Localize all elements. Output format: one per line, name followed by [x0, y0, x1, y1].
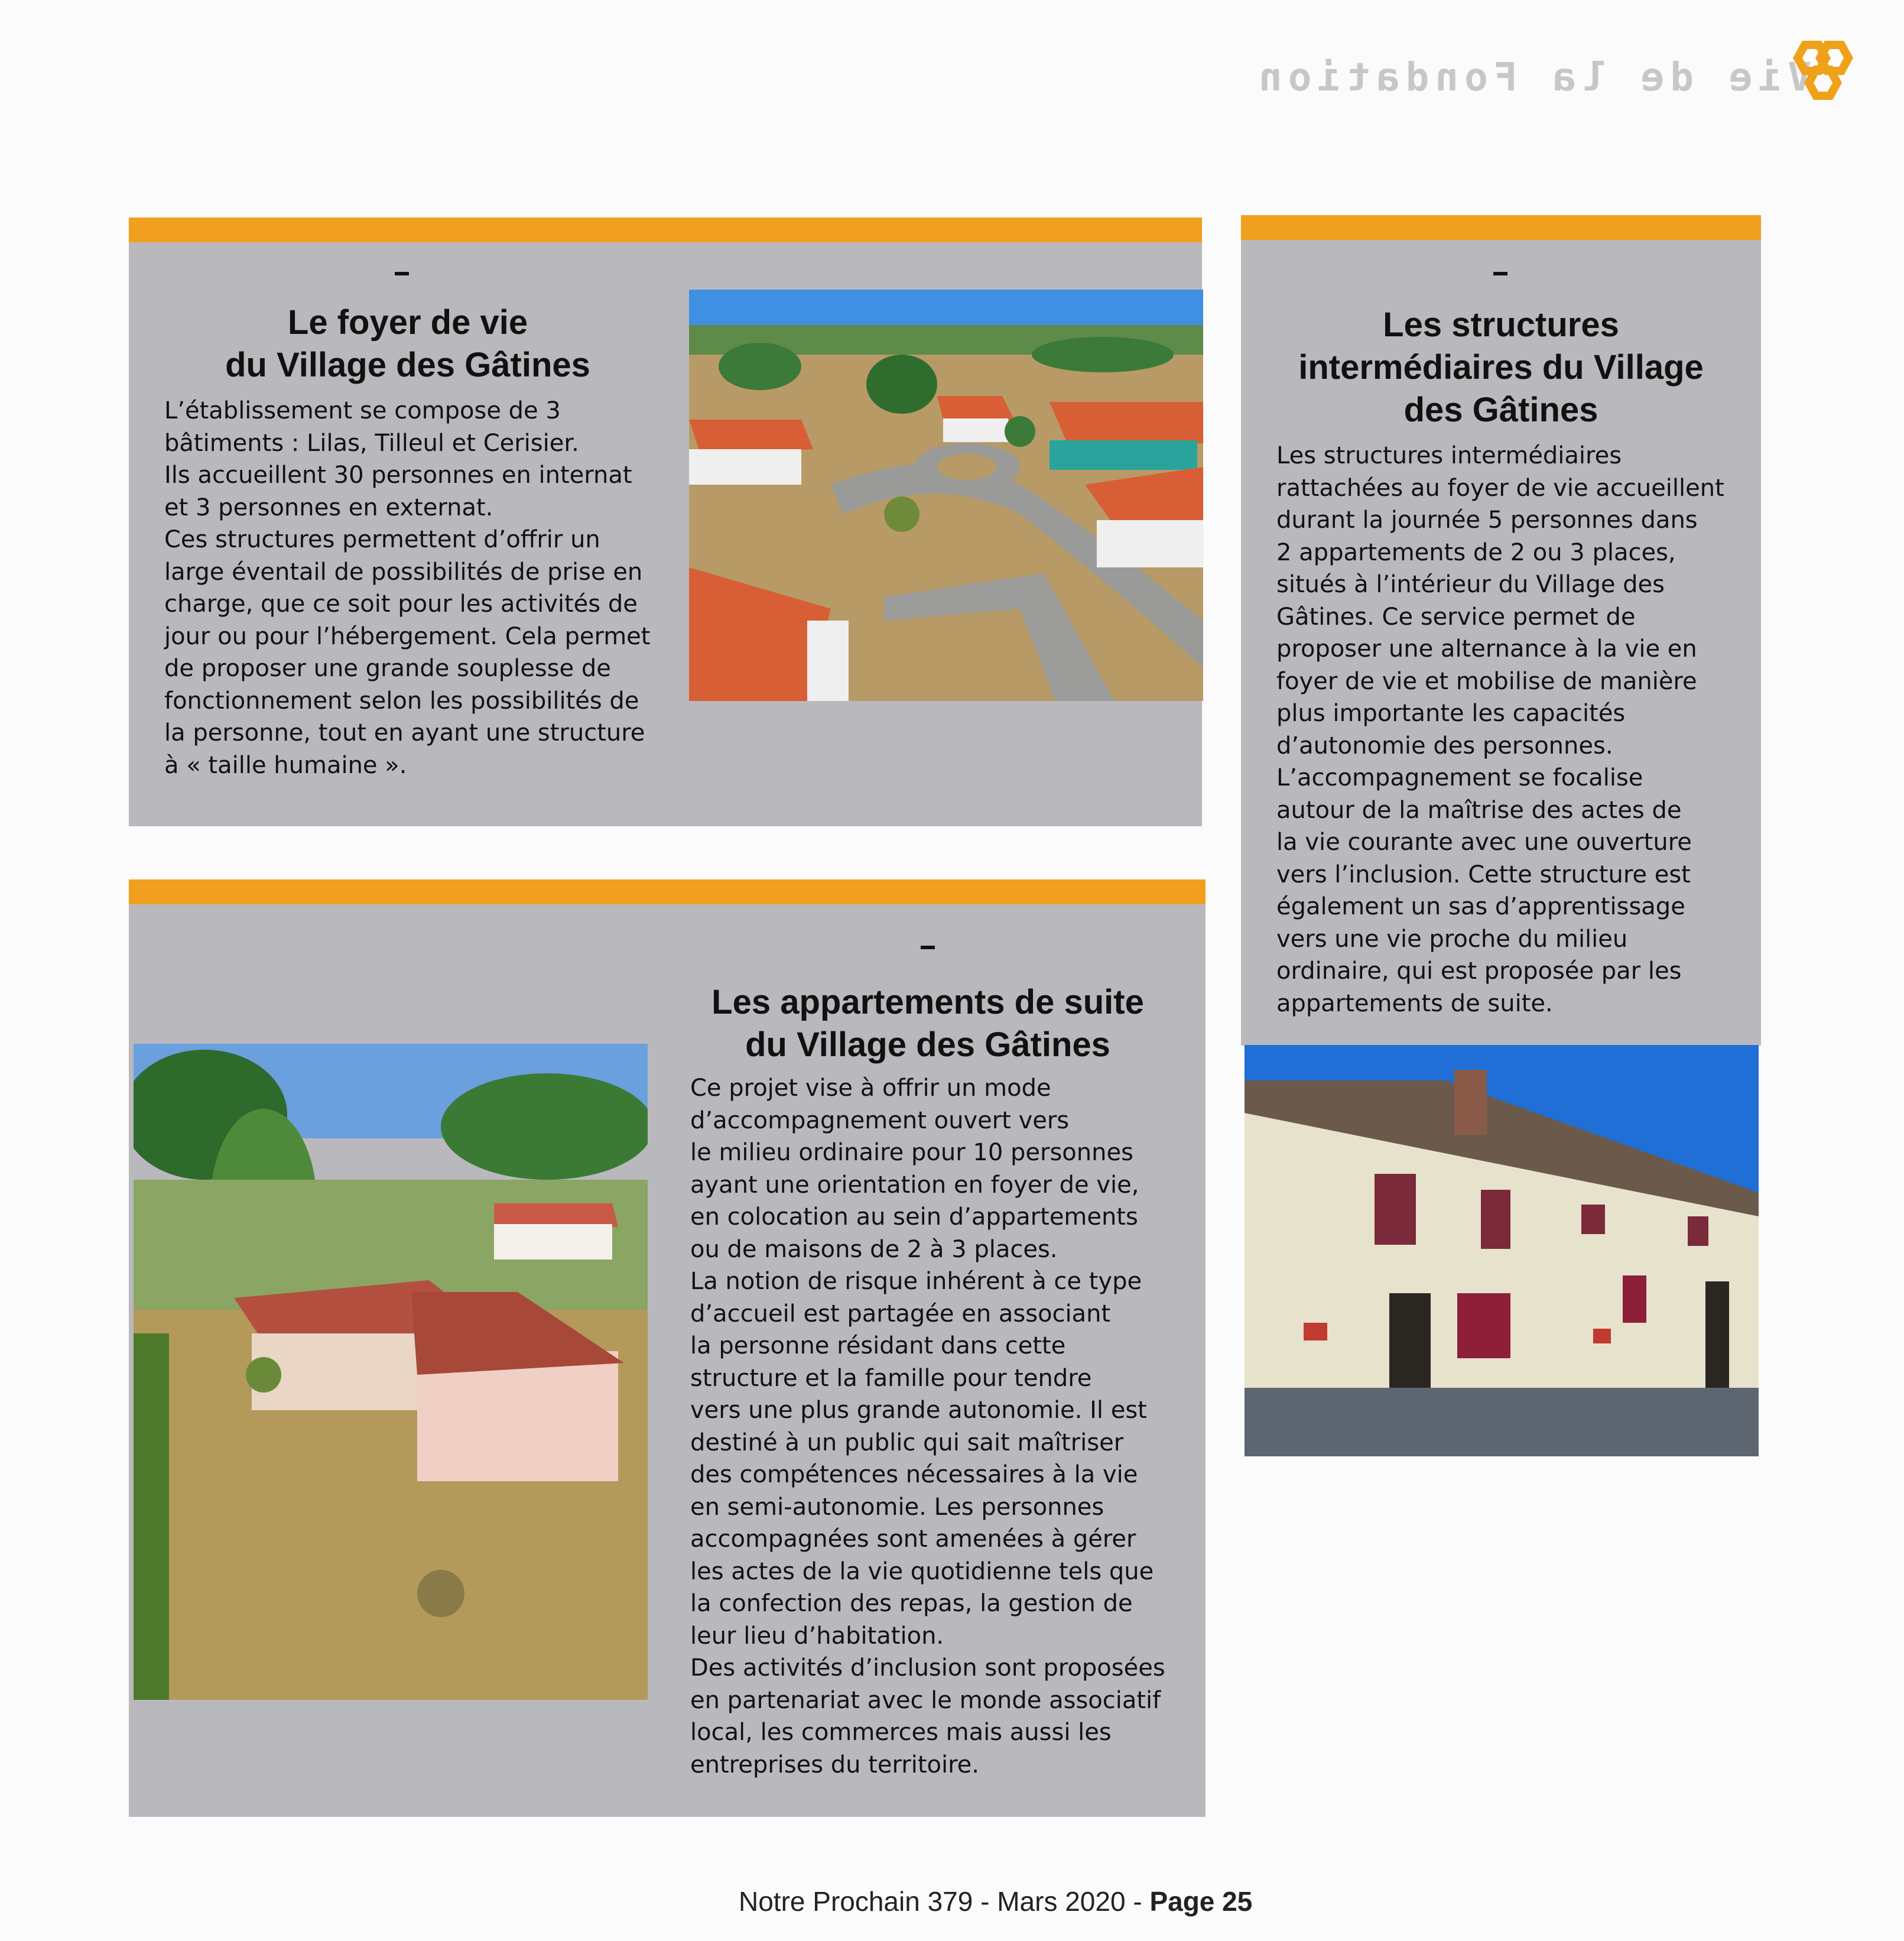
structures-title-line2: intermédiaires du Village [1298, 348, 1704, 387]
structures-title-line3: des Gâtines [1403, 391, 1598, 429]
appartements-house-photo [134, 1044, 648, 1700]
orange-bar [129, 218, 1202, 242]
structures-building-photo [1245, 1045, 1759, 1456]
title-dash [1493, 272, 1507, 275]
structures-title-line1: Les structures [1383, 306, 1619, 344]
appartements-body-text: Ce projet vise à offrir un mode d’accompagnement ouvert vers le milieu ordinaire pour 10 personnes ayant une orientation en foyer de vie, en colocation au sein d’appartements ou de maisons de 2 à 3 places. La notion de risque inhérent à ce type d’accueil est partagée en associant la personne résidant dans cette structure et la famille pour tendre vers une plus grande autonomie. Il est destiné à un public qui sait maîtriser des compétences nécessaires à la vie en semi-autonomie. Les personnes accompagnées sont amenées à gérer les actes de la vie quotidienne tels que la confection des repas, la gestion de leur lieu d’habitation. Des activités d’inclusion sont proposées en partenariat avec le monde associatif local, les commerces mais aussi les entreprises du territoire. [690, 1075, 1165, 1778]
title-dash [921, 946, 935, 949]
appartements-title [680, 981, 1176, 1066]
foyer-title-line2: du Village des Gâtines [225, 346, 590, 384]
section-title: Vie de la Fondation [1253, 54, 1811, 100]
orange-bar [1241, 215, 1761, 240]
appartements-title-line2: du Village des Gâtines [745, 1025, 1110, 1064]
appartements-title-line1: Les appartements de suite [711, 983, 1144, 1021]
foyer-aerial-photo [689, 290, 1203, 701]
structures-body-text: Les structures intermédiaires rattachées au foyer de vie accueillent durant la journée 5 personnes dans 2 appartements de 2 ou 3 places, situés à l’intérieur du Village des Gâtines. Ce service permet de proposer une alternance à la vie en foyer de vie et mobilise de manière plus importante les capacités d’autonomie des personnes. L’accompagnement se focalise autour de la maîtrise des actes de la vie courante avec une ouverture vers l’inclusion. Cette structure est également un sas d’apprentissage vers une vie proche du milieu ordinaire, qui est proposée par les appartements de suite. [1276, 442, 1724, 1017]
orange-bar [129, 879, 1206, 904]
title-dash [395, 272, 409, 275]
page-footer [739, 1885, 1252, 1917]
footer-page-number: Page 25 [1149, 1886, 1253, 1917]
foyer-title-line1: Le foyer de vie [287, 303, 528, 342]
structures-title [1253, 304, 1749, 431]
foyer-body-text: L’établissement se compose de 3 bâtiments : Lilas, Tilleul et Cerisier. Ils accueillent 30 personnes en internat et 3 personnes en externat. Ces structures permettent d’offrir un large éventail de possibilités de prise en charge, que ce soit pour les activités de jour ou pour l’hébergement. Cela permet de proposer une grande souplesse de fonctionnement selon les possibilités de la personne, tout en ayant une structure à « taille humaine ». [164, 397, 651, 779]
foyer-title [148, 301, 668, 387]
hexagon-cluster-icon [1779, 39, 1861, 122]
footer-publication: Notre Prochain 379 - Mars 2020 - [739, 1886, 1150, 1917]
